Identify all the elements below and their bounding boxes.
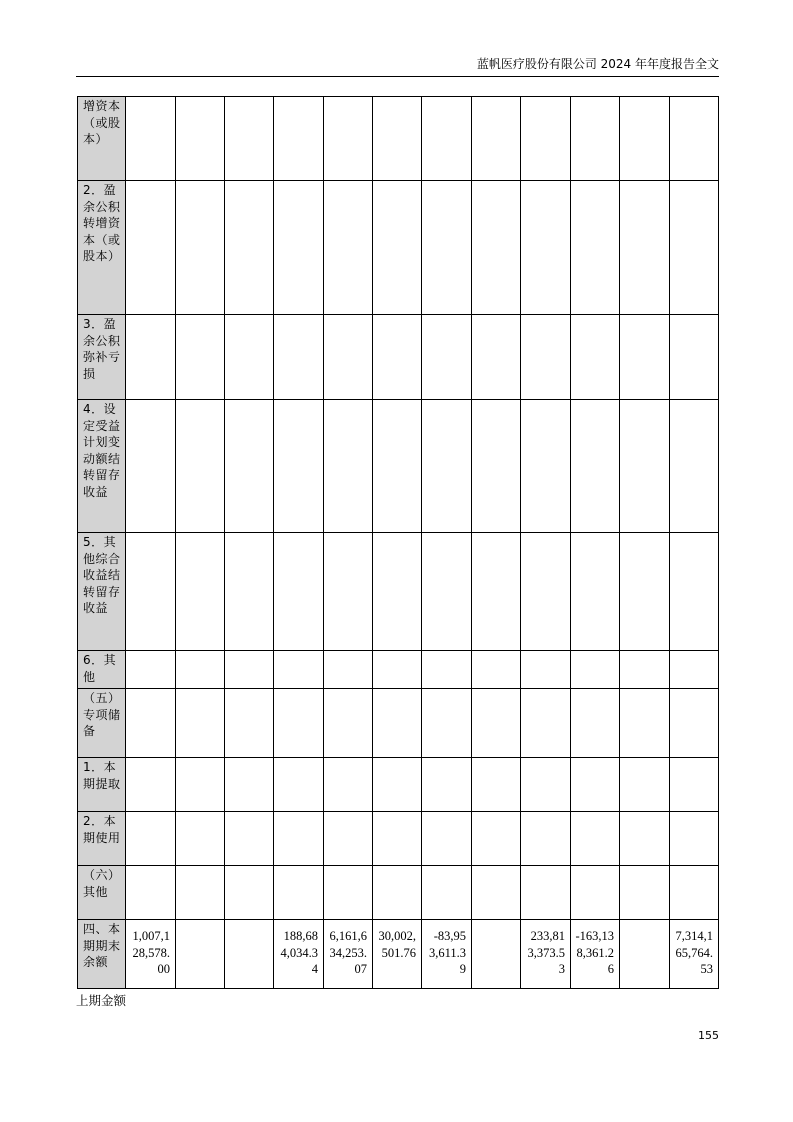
table-cell [274,689,324,758]
table-cell [373,689,422,758]
table-cell [472,758,521,812]
table-cell [472,920,521,989]
table-cell [274,400,324,533]
row-label: 2．本期使用 [78,812,126,866]
table-cell [126,866,176,920]
table-row [78,97,719,181]
report-header: 蓝帆医疗股份有限公司 2024 年年度报告全文 [76,57,719,77]
table-cell [225,315,274,400]
table-cell [472,866,521,920]
table-cell [670,181,719,315]
table-cell [670,533,719,651]
table-cell [521,400,571,533]
table-cell [670,97,719,181]
table-cell [670,315,719,400]
table-cell [324,181,373,315]
table-row [78,812,719,866]
row-label: 5．其他综合收益结转留存收益 [78,533,126,651]
table-cell [225,181,274,315]
table-row [78,315,719,400]
table-cell [521,689,571,758]
table-cell [373,315,422,400]
table-cell [521,533,571,651]
table-cell [620,651,670,689]
table-cell: 1,007,128,578.00 [126,920,176,989]
table-cell [373,866,422,920]
table-cell [620,920,670,989]
table-cell [324,758,373,812]
table-cell [571,866,620,920]
table-row [78,651,719,689]
table-cell [422,533,472,651]
table-cell [324,651,373,689]
table-cell [126,315,176,400]
table-cell [225,866,274,920]
prior-period-label: 上期金额 [76,993,127,1008]
table-cell [225,758,274,812]
table-cell [620,689,670,758]
row-label: 6．其他 [78,651,126,689]
table-cell [176,866,225,920]
table-cell [620,181,670,315]
table-cell [472,689,521,758]
table-cell [373,758,422,812]
table-row [78,866,719,920]
table-cell [422,651,472,689]
table-cell [176,400,225,533]
table-cell: 7,314,165,764.53 [670,920,719,989]
table-cell [472,400,521,533]
table-cell [176,181,225,315]
table-cell [422,400,472,533]
table-cell [373,812,422,866]
table-row [78,758,719,812]
table-cell [225,689,274,758]
table-cell [670,812,719,866]
table-cell [176,97,225,181]
page-number: 155 [698,1029,719,1042]
table-cell [521,866,571,920]
table-cell [176,920,225,989]
table-cell [176,651,225,689]
table-cell [324,812,373,866]
table-cell [670,866,719,920]
table-cell [571,689,620,758]
table-cell [422,866,472,920]
table-cell [373,400,422,533]
table-cell [422,812,472,866]
table-cell [324,400,373,533]
table-cell [126,181,176,315]
row-label: 增资本（或股本） [78,97,126,181]
table-cell [126,400,176,533]
table-cell [571,315,620,400]
table-cell [225,812,274,866]
table-cell [472,97,521,181]
table-cell [373,97,422,181]
table-cell [324,533,373,651]
table-cell [620,866,670,920]
table-cell [422,97,472,181]
table-cell [225,533,274,651]
row-label: 3．盈余公积弥补亏损 [78,315,126,400]
table-cell [274,181,324,315]
table-cell [670,400,719,533]
table-cell [571,812,620,866]
table-cell [422,315,472,400]
table-cell [422,689,472,758]
table-cell [324,689,373,758]
table-cell [126,651,176,689]
table-cell [274,758,324,812]
table-cell [225,920,274,989]
equity-changes-table [77,96,719,989]
row-label: （六）其他 [78,866,126,920]
table-row [78,920,719,989]
table-cell [670,758,719,812]
table-cell: 233,813,373.53 [521,920,571,989]
table-cell [176,533,225,651]
row-label: 2．盈余公积转增资本（或股本） [78,181,126,315]
table-cell [422,181,472,315]
table-cell [176,315,225,400]
table-cell [225,400,274,533]
table-row [78,400,719,533]
table-cell [521,181,571,315]
table-cell [472,812,521,866]
table-cell [670,689,719,758]
table-row [78,533,719,651]
table-cell [571,400,620,533]
table-cell [620,758,670,812]
table-cell [176,812,225,866]
table-cell [373,533,422,651]
row-label: 4．设定受益计划变动额结转留存收益 [78,400,126,533]
table-cell: 188,684,034.34 [274,920,324,989]
table-cell [324,315,373,400]
table-cell [620,97,670,181]
row-label: （五）专项储备 [78,689,126,758]
table-cell: 30,002,501.76 [373,920,422,989]
table-cell [274,812,324,866]
table-cell: -83,953,611.39 [422,920,472,989]
table-cell [472,533,521,651]
table-cell: -163,138,361.26 [571,920,620,989]
table-cell [274,533,324,651]
table-row [78,689,719,758]
row-label: 四、本期期末余额 [78,920,126,989]
table-cell [126,689,176,758]
table-cell [176,689,225,758]
table-cell [620,315,670,400]
table-row [78,181,719,315]
table-cell [324,97,373,181]
table-cell [472,651,521,689]
table-cell [571,758,620,812]
table-cell [126,97,176,181]
table-cell [670,651,719,689]
table-cell [324,866,373,920]
table-cell [521,315,571,400]
table-cell [620,812,670,866]
table-cell [274,97,324,181]
table-cell [620,533,670,651]
table-cell [126,758,176,812]
table-cell [620,400,670,533]
table-cell [472,181,521,315]
table-cell [126,533,176,651]
table-cell [373,181,422,315]
table-cell [571,651,620,689]
row-label: 1．本期提取 [78,758,126,812]
table-cell [571,533,620,651]
table-cell: 6,161,634,253.07 [324,920,373,989]
table-cell [225,651,274,689]
table-cell [126,812,176,866]
table-cell [472,315,521,400]
table-cell [521,812,571,866]
table-cell [373,651,422,689]
table-cell [521,97,571,181]
table-cell [176,758,225,812]
table-cell [274,651,324,689]
table-cell [225,97,274,181]
table-cell [274,315,324,400]
table-cell [571,181,620,315]
table-cell [571,97,620,181]
table-cell [274,866,324,920]
table-cell [422,758,472,812]
table-cell [521,758,571,812]
table-cell [521,651,571,689]
